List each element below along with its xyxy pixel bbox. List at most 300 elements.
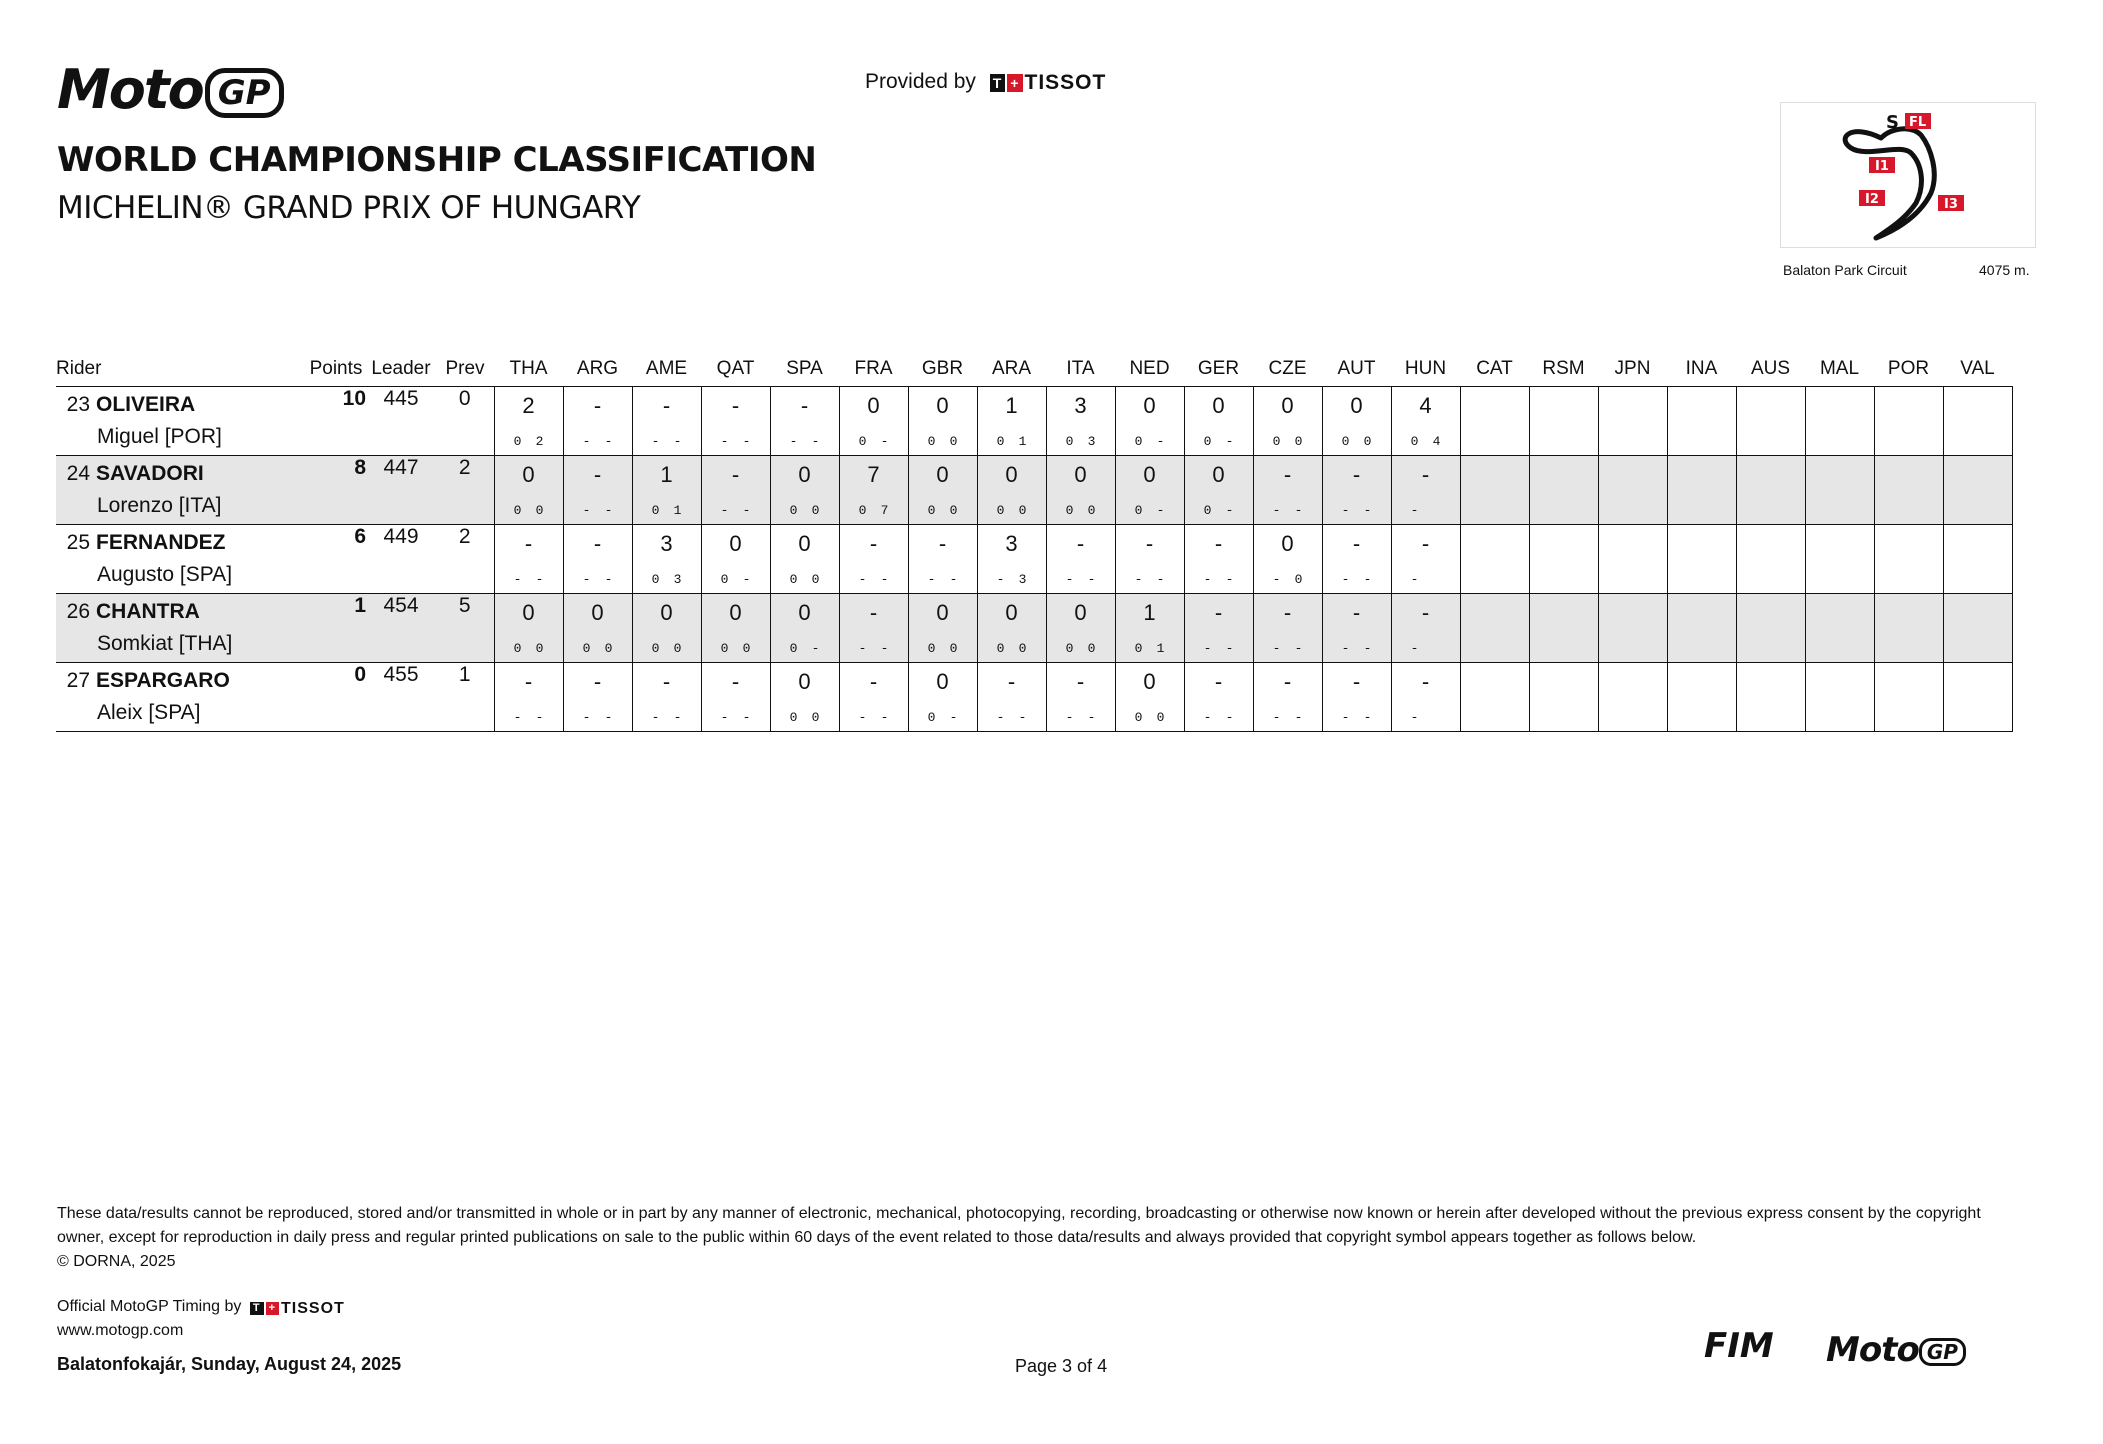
- sprint-points: 0: [720, 641, 729, 656]
- race-only-points: 0: [1087, 503, 1096, 518]
- sprint-points: -: [1341, 572, 1350, 587]
- race-sub-points: [1116, 710, 1184, 725]
- rider-cell: [56, 387, 306, 456]
- race-only-points: 1: [1156, 641, 1165, 656]
- race-only-points: 0: [1363, 434, 1372, 449]
- race-only-points: 0: [1156, 710, 1165, 725]
- race-column-header: ARA: [991, 358, 1032, 379]
- race-result-cell: [494, 663, 563, 732]
- race-only-points: -: [1363, 572, 1372, 587]
- race-result-cell: [1391, 456, 1460, 525]
- race-sub-points: [909, 641, 977, 656]
- race-only-points: -: [949, 572, 958, 587]
- race-points: 0: [1212, 393, 1225, 418]
- race-column-header: INA: [1685, 358, 1718, 379]
- race-only-points: 4: [1432, 434, 1441, 449]
- race-only-points: -: [949, 710, 958, 725]
- race-column-header: JPN: [1614, 358, 1651, 379]
- sprint-points: 0: [513, 641, 522, 656]
- sprint-points: 0: [996, 434, 1005, 449]
- disclaimer: [57, 1202, 2007, 1274]
- race-only-points: 3: [1018, 572, 1027, 587]
- sprint-points: 0: [1065, 434, 1074, 449]
- rider-leader-gap: 454: [383, 594, 419, 617]
- race-result-cell: [1667, 387, 1736, 456]
- race-result-cell: [1322, 525, 1391, 594]
- race-points: 0: [1005, 600, 1018, 625]
- sprint-points: -: [1065, 710, 1074, 725]
- race-sub-points: [1392, 641, 1460, 656]
- sprint-points: 0: [996, 641, 1005, 656]
- race-result-cell: [1943, 387, 2012, 456]
- sprint-points: -: [789, 434, 798, 449]
- race-sub-points: [771, 710, 839, 725]
- race-sub-points: [1116, 434, 1184, 449]
- race-points: 0: [936, 462, 949, 487]
- race-result-cell: [1460, 387, 1529, 456]
- race-only-points: -: [1225, 572, 1234, 587]
- rider-lastname: ESPARGARO: [96, 669, 230, 692]
- race-sub-points: [1392, 572, 1460, 587]
- race-points: 0: [522, 462, 535, 487]
- race-result-cell: [1046, 387, 1115, 456]
- sprint-points: -: [858, 710, 867, 725]
- race-result-cell: [770, 663, 839, 732]
- race-points: -: [1283, 669, 1292, 694]
- sprint-points: 0: [927, 434, 936, 449]
- race-points: 2: [522, 393, 535, 418]
- sprint-points: 0: [927, 641, 936, 656]
- page-subtitle: MICHELIN® GRAND PRIX OF HUNGARY: [57, 190, 641, 226]
- race-sub-points: [840, 641, 908, 656]
- race-result-cell: [977, 456, 1046, 525]
- rider-position: 25: [66, 531, 90, 554]
- race-only-points: -: [880, 710, 889, 725]
- race-result-cell: [494, 387, 563, 456]
- race-sub-points: [1323, 503, 1391, 518]
- sprint-points: -: [513, 710, 522, 725]
- race-column-header: AME: [645, 358, 688, 379]
- race-sub-points: [1254, 434, 1322, 449]
- race-result-cell: [908, 387, 977, 456]
- race-result-cell: [701, 663, 770, 732]
- race-result-cell: [1046, 594, 1115, 663]
- race-sub-points: [1254, 503, 1322, 518]
- race-points: -: [1352, 669, 1361, 694]
- race-result-cell: [494, 456, 563, 525]
- sprint-points: 0: [1134, 710, 1143, 725]
- race-only-points: 0: [535, 641, 544, 656]
- race-result-cell: [1529, 387, 1598, 456]
- race-result-cell: [1598, 456, 1667, 525]
- race-sub-points: [1323, 710, 1391, 725]
- race-sub-points: [495, 503, 563, 518]
- sprint-points: -: [1410, 572, 1419, 587]
- race-result-cell: [839, 663, 908, 732]
- place-date: Balatonfokajár, Sunday, August 24, 2025: [57, 1354, 402, 1374]
- rider-position: 26: [66, 600, 90, 623]
- race-only-points: 1: [1018, 434, 1027, 449]
- race-only-points: -: [1156, 503, 1165, 518]
- circuit-map: [1780, 102, 2036, 248]
- website-link[interactable]: www.motogp.com: [57, 1322, 184, 1339]
- race-only-points: 0: [742, 641, 751, 656]
- race-sub-points: [909, 503, 977, 518]
- race-result-cell: [1598, 594, 1667, 663]
- race-sub-points: [1185, 434, 1253, 449]
- race-points: 0: [936, 393, 949, 418]
- race-sub-points: [840, 710, 908, 725]
- race-result-cell: [977, 525, 1046, 594]
- race-result-cell: [494, 525, 563, 594]
- race-only-points: 0: [949, 434, 958, 449]
- race-sub-points: [978, 572, 1046, 587]
- race-points: 0: [1281, 393, 1294, 418]
- race-sub-points: [771, 572, 839, 587]
- race-result-cell: [1115, 525, 1184, 594]
- rider-leader-gap: 449: [383, 525, 419, 548]
- rider-firstname: Miguel [POR]: [97, 425, 222, 448]
- sprint-points: -: [720, 434, 729, 449]
- race-points: -: [593, 531, 602, 556]
- race-result-cell: [701, 525, 770, 594]
- race-points: -: [1352, 531, 1361, 556]
- race-result-cell: [1943, 663, 2012, 732]
- sprint-points: 0: [789, 641, 798, 656]
- sprint-points: -: [651, 710, 660, 725]
- race-result-cell: [1391, 594, 1460, 663]
- race-points: -: [1214, 669, 1223, 694]
- race-result-cell: [1460, 456, 1529, 525]
- race-result-cell: [1253, 594, 1322, 663]
- race-points: 0: [1212, 462, 1225, 487]
- table-header-row: [56, 340, 2012, 387]
- race-column-header: FRA: [854, 358, 893, 379]
- race-result-cell: [1874, 387, 1943, 456]
- sprint-points: -: [1341, 641, 1350, 656]
- race-result-cell: [839, 525, 908, 594]
- race-result-cell: [563, 525, 632, 594]
- race-result-cell: [1253, 456, 1322, 525]
- race-points: -: [524, 669, 533, 694]
- race-sub-points: [564, 710, 632, 725]
- race-sub-points: [1254, 572, 1322, 587]
- race-result-cell: [1391, 525, 1460, 594]
- race-only-points: -: [1363, 503, 1372, 518]
- race-points: -: [1421, 462, 1430, 487]
- race-result-cell: [494, 594, 563, 663]
- race-points: 3: [660, 531, 673, 556]
- race-points: 0: [591, 600, 604, 625]
- rider-points: 0: [354, 663, 366, 686]
- race-only-points: 3: [1087, 434, 1096, 449]
- sprint-points: 0: [1065, 503, 1074, 518]
- race-column-header: AUS: [1750, 358, 1791, 379]
- sprint-points: 0: [582, 641, 591, 656]
- classification-table: [56, 340, 2013, 732]
- svg-text:S: S: [1886, 112, 1899, 133]
- race-result-cell: [1529, 663, 1598, 732]
- race-points: -: [1421, 600, 1430, 625]
- race-sub-points: [702, 641, 770, 656]
- race-sub-points: [564, 434, 632, 449]
- race-only-points: -: [811, 434, 820, 449]
- race-result-cell: [839, 594, 908, 663]
- race-sub-points: [978, 434, 1046, 449]
- sprint-points: -: [720, 710, 729, 725]
- race-sub-points: [702, 434, 770, 449]
- race-points: 0: [729, 600, 742, 625]
- race-sub-points: [1047, 503, 1115, 518]
- race-only-points: -: [1225, 710, 1234, 725]
- race-result-cell: [632, 525, 701, 594]
- race-result-cell: [908, 456, 977, 525]
- race-result-cell: [770, 594, 839, 663]
- race-result-cell: [701, 387, 770, 456]
- sprint-points: 0: [1341, 434, 1350, 449]
- race-points: 0: [1074, 462, 1087, 487]
- motogp-logo: Moto GP: [57, 58, 284, 121]
- race-column-header: NED: [1129, 358, 1170, 379]
- sprint-points: -: [1410, 710, 1419, 725]
- rider-position: 24: [66, 462, 90, 485]
- race-sub-points: [978, 503, 1046, 518]
- race-sub-points: [1392, 434, 1460, 449]
- race-only-points: 0: [811, 572, 820, 587]
- sprint-points: -: [927, 572, 936, 587]
- race-points: -: [593, 393, 602, 418]
- race-sub-points: [1392, 710, 1460, 725]
- sprint-points: 0: [651, 503, 660, 518]
- sprint-points: -: [1410, 641, 1419, 656]
- race-points: 0: [867, 393, 880, 418]
- race-sub-points: [633, 434, 701, 449]
- race-column-header: CAT: [1476, 358, 1513, 379]
- sprint-points: 0: [789, 710, 798, 725]
- race-sub-points: [702, 572, 770, 587]
- race-only-points: -: [1018, 710, 1027, 725]
- sprint-points: -: [720, 503, 729, 518]
- page-title: WORLD CHAMPIONSHIP CLASSIFICATION: [57, 140, 817, 180]
- race-result-cell: [977, 594, 1046, 663]
- race-points: 0: [660, 600, 673, 625]
- race-sub-points: [978, 710, 1046, 725]
- race-column-header: POR: [1887, 358, 1930, 379]
- table-row: [56, 525, 2012, 594]
- race-only-points: -: [1294, 503, 1303, 518]
- race-sub-points: [1323, 572, 1391, 587]
- race-result-cell: [1598, 525, 1667, 594]
- sprint-points: 0: [651, 641, 660, 656]
- race-result-cell: [1874, 456, 1943, 525]
- sprint-points: -: [1203, 572, 1212, 587]
- race-result-cell: [977, 387, 1046, 456]
- sprint-points: 0: [1134, 434, 1143, 449]
- race-points: 0: [798, 600, 811, 625]
- copyright: © DORNA, 2025: [57, 1253, 176, 1270]
- rider-points: 1: [354, 594, 366, 617]
- race-only-points: 0: [949, 641, 958, 656]
- race-result-cell: [1805, 387, 1874, 456]
- race-points: 0: [1281, 531, 1294, 556]
- race-sub-points: [1116, 503, 1184, 518]
- race-result-cell: [1736, 594, 1805, 663]
- sprint-points: -: [996, 710, 1005, 725]
- race-column-header: ITA: [1066, 358, 1095, 379]
- race-result-cell: [1184, 387, 1253, 456]
- rider-cell: [56, 525, 306, 594]
- race-points: 1: [660, 462, 673, 487]
- race-column-header: MAL: [1819, 358, 1860, 379]
- race-only-points: -: [742, 434, 751, 449]
- sprint-points: -: [1272, 572, 1281, 587]
- race-result-cell: [1184, 663, 1253, 732]
- sprint-points: -: [996, 572, 1005, 587]
- sprint-points: -: [1134, 572, 1143, 587]
- race-only-points: -: [1225, 641, 1234, 656]
- rider-cell: [56, 456, 306, 525]
- race-only-points: -: [1087, 572, 1096, 587]
- rider-firstname: Lorenzo [ITA]: [97, 494, 222, 517]
- race-result-cell: [908, 594, 977, 663]
- race-result-cell: [1046, 456, 1115, 525]
- race-points: 4: [1419, 393, 1432, 418]
- sprint-points: 0: [720, 572, 729, 587]
- track-layout-icon: [1781, 103, 2035, 247]
- race-points: -: [1076, 669, 1085, 694]
- prev-column-header: Prev: [445, 358, 485, 379]
- race-result-cell: [1184, 525, 1253, 594]
- race-points: -: [1076, 531, 1085, 556]
- race-only-points: -: [811, 641, 820, 656]
- leader-column-header: Leader: [371, 358, 431, 379]
- rider-lastname: CHANTRA: [96, 600, 200, 623]
- race-points: -: [1421, 669, 1430, 694]
- race-points: 0: [798, 531, 811, 556]
- race-only-points: 3: [673, 572, 682, 587]
- race-sub-points: [564, 572, 632, 587]
- race-result-cell: [1253, 525, 1322, 594]
- svg-text:I3: I3: [1944, 197, 1958, 212]
- race-only-points: -: [604, 710, 613, 725]
- race-points: -: [1421, 531, 1430, 556]
- race-result-cell: [1115, 387, 1184, 456]
- circuit-name: Balaton Park Circuit: [1783, 262, 1907, 278]
- race-sub-points: [909, 434, 977, 449]
- race-sub-points: [564, 503, 632, 518]
- race-result-cell: [1874, 594, 1943, 663]
- rider-prev-gap: 0: [458, 387, 471, 410]
- sprint-points: 0: [1134, 503, 1143, 518]
- race-sub-points: [1047, 710, 1115, 725]
- race-only-points: -: [742, 503, 751, 518]
- race-points: 0: [936, 669, 949, 694]
- race-only-points: -: [880, 641, 889, 656]
- race-sub-points: [1254, 641, 1322, 656]
- rider-position: 27: [66, 669, 90, 692]
- sprint-points: 0: [789, 503, 798, 518]
- circuit-length: 4075 m.: [1979, 262, 2030, 278]
- race-sub-points: [1185, 503, 1253, 518]
- race-result-cell: [1736, 387, 1805, 456]
- race-only-points: -: [604, 503, 613, 518]
- race-result-cell: [1667, 663, 1736, 732]
- rider-leader-gap: 445: [383, 387, 419, 410]
- race-only-points: 0: [1087, 641, 1096, 656]
- rider-leader-gap: 447: [383, 456, 419, 479]
- race-points: -: [1214, 531, 1223, 556]
- race-column-header: HUN: [1404, 358, 1447, 379]
- sprint-points: 0: [789, 572, 798, 587]
- race-result-cell: [1460, 525, 1529, 594]
- race-result-cell: [1391, 387, 1460, 456]
- race-points: 0: [729, 531, 742, 556]
- race-result-cell: [1943, 594, 2012, 663]
- race-column-header: GER: [1197, 358, 1240, 379]
- race-result-cell: [1529, 456, 1598, 525]
- sprint-points: 0: [996, 503, 1005, 518]
- sprint-points: -: [1410, 503, 1419, 518]
- svg-text:FL: FL: [1909, 115, 1927, 130]
- race-column-header: SPA: [786, 358, 823, 379]
- sprint-points: 0: [1134, 641, 1143, 656]
- race-points: -: [869, 531, 878, 556]
- race-points: 7: [867, 462, 880, 487]
- race-result-cell: [770, 456, 839, 525]
- race-only-points: -: [535, 710, 544, 725]
- table-row: [56, 456, 2012, 525]
- race-column-header: AUT: [1337, 358, 1376, 379]
- race-only-points: -: [1156, 572, 1165, 587]
- race-only-points: 0: [811, 710, 820, 725]
- race-result-cell: [1046, 663, 1115, 732]
- sprint-points: 0: [513, 503, 522, 518]
- race-sub-points: [702, 503, 770, 518]
- race-points: 0: [1074, 600, 1087, 625]
- race-result-cell: [839, 387, 908, 456]
- sprint-points: 0: [858, 434, 867, 449]
- rider-cell: [56, 663, 306, 732]
- race-sub-points: [1047, 641, 1115, 656]
- race-sub-points: [1047, 572, 1115, 587]
- race-only-points: -: [880, 572, 889, 587]
- race-sub-points: [495, 710, 563, 725]
- race-sub-points: [1116, 572, 1184, 587]
- sprint-points: -: [1341, 710, 1350, 725]
- race-points: -: [731, 462, 740, 487]
- rider-leader-gap: 455: [383, 663, 419, 686]
- race-result-cell: [1874, 663, 1943, 732]
- race-result-cell: [1598, 663, 1667, 732]
- race-sub-points: [633, 572, 701, 587]
- race-result-cell: [1598, 387, 1667, 456]
- race-result-cell: [908, 663, 977, 732]
- race-result-cell: [1391, 663, 1460, 732]
- sprint-points: -: [582, 710, 591, 725]
- race-only-points: 0: [949, 503, 958, 518]
- race-points: 0: [936, 600, 949, 625]
- sprint-points: 0: [513, 434, 522, 449]
- race-only-points: 7: [880, 503, 889, 518]
- race-sub-points: [771, 641, 839, 656]
- race-only-points: 0: [673, 641, 682, 656]
- race-result-cell: [1253, 663, 1322, 732]
- race-result-cell: [1322, 663, 1391, 732]
- fim-logo: FIM: [1704, 1326, 1774, 1366]
- race-points: -: [800, 393, 809, 418]
- rider-lastname: OLIVEIRA: [96, 393, 196, 416]
- race-result-cell: [1736, 525, 1805, 594]
